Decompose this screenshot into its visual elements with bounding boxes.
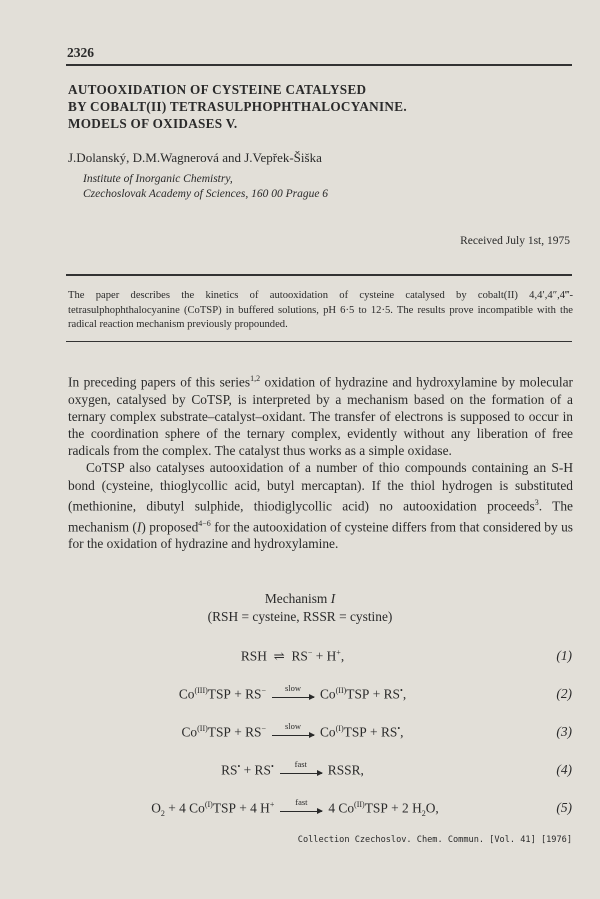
equation: $O_2 + 4$ $Co^{(I)}TSP + 4$ H+ fast 4 $Co^{(II)}TSP + 2$ $H_2O$, [151,796,439,819]
equation: $Co^{(III)}TSP + RS^-$ slow $Co^{(II)}TSP + RS^•$, [178,682,407,702]
reaction-arrow: slow [272,733,314,734]
equation-number: (4) [556,762,572,777]
mechanism-definitions: (RSH = cysteine, RSSR = cystine) [207,609,393,624]
reaction-arrow: fast [280,771,322,772]
equation-number: (1) [556,648,572,663]
mechanism-reference: I [136,519,142,535]
equation: RS• + RS• fast RSSR, [221,758,364,778]
journal-footer: Collection Czechoslov. Chem. Commun. [Vol. 41] [1976] [297,835,572,845]
citation: 1,2 [250,374,261,383]
header-rule [66,64,572,66]
citation: 3 [534,497,539,507]
title-line: MODELS OF OXIDASES V. [68,116,238,131]
abstract-bottom-rule [66,341,572,342]
title-line: BY COBALT(II) TETRASULPHOPHTHALOCYANINE. [68,99,407,114]
received-date: Received July 1st, 1975 [460,235,570,247]
reaction-arrow: slow [272,695,314,696]
title-line: AUTOOXIDATION OF CYSTEINE CATALYSED [68,82,367,97]
body-text [68,370,573,552]
affiliation [83,172,328,202]
affiliation-line: Institute of Inorganic Chemistry, [83,173,233,185]
abstract-top-rule [66,274,572,276]
abstract: The paper describes the kinetics of autooxidation of cysteine catalysed by cobalt(II) 4,4′,4″,4‴-tetrasulphophthalocyanine (CoTSP) in buffered solutions, pH 6·5 to 12·5. The results prove incompatible with the radical reaction mechanism previously propounded. [68,290,573,330]
page-number: 2326 [67,45,94,60]
equation-number: (3) [556,724,572,739]
paragraph: CoTSP also catalyses autooxidation of a number of thio compounds containing an S-H bond (cysteine, thioglycollic acid, butyl mercaptan). If the thiol hydrogen is substituted (methionine, dibutyl sulphide, thiodiglycollic acid) no autooxidation proceeds$^3$. The mechanism (I) proposed$^{4-6}$ for the autooxidation of cysteine differs from that considered by us for the oxidation of hydrazine and hydroxylamine. [68,460,574,552]
citation: 4−6 [198,518,211,528]
article-title [68,81,407,132]
authors: J.Dolanský, D.M.Wagnerová and J.Vepřek-Šiška [68,150,322,165]
paragraph: In preceding papers of this series$^{1,2}$ oxidation of hydrazine and hydroxylamine by molecular oxygen, catalysed by CoTSP, is interpreted by a mechanism based on the formation of a ternary complex substrate–catalyst–oxidant. The transfer of electrons is supposed to occur in the coordination sphere of the ternary complex, evidently without any liberation of free radicals from the complex. The catalyst thus works as a simple oxidase. [68,374,573,459]
reaction-arrow: fast [280,809,322,810]
equation-number: (5) [556,800,572,815]
equation: RSH ⇌ RS− + H+, [240,648,345,664]
equation-number: (2) [556,686,572,701]
mechanism-heading: Mechanism I [264,591,336,606]
affiliation-line: Czechoslovak Academy of Sciences, 160 00 Prague 6 [83,188,329,200]
equation: $Co^{(II)}TSP + RS^-$ slow $Co^{(I)}TSP + RS^•$, [181,720,404,740]
